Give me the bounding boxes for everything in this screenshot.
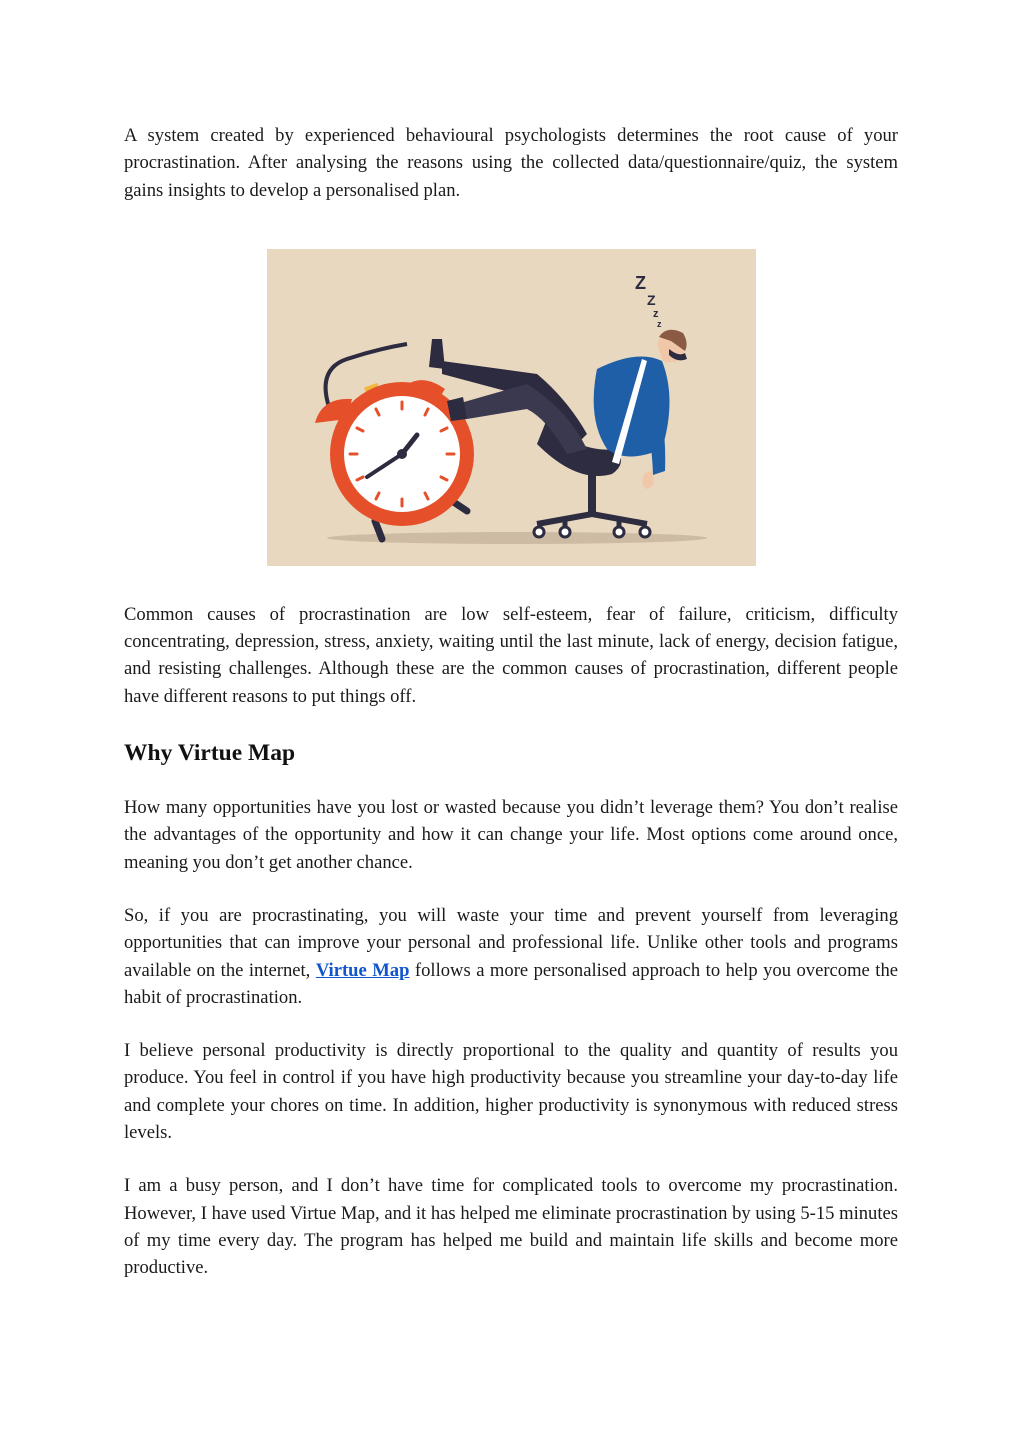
virtue-map-link[interactable]: Virtue Map [315, 959, 410, 981]
sleep-z-3: z [653, 307, 659, 320]
sleep-z-4: z [657, 318, 662, 329]
approach-text-after: follows a more personalised approach to help you overcome the habit of procrastination. [124, 959, 899, 1008]
paragraph-causes: Common causes of procrastination are low self-esteem, fear of failure, criticism, difficulty concentrating, depression, stress, anxiety, waiting until the last minute, lack of energy, decision fatigue, and resisting challenges. Although these are the common causes of procrastination, different people have different reasons to put things off. [124, 603, 898, 707]
section-heading: Why Virtue Map [124, 740, 296, 767]
paragraph-approach [124, 902, 898, 1011]
paragraph-intro: A system created by experienced behavioural psychologists determines the root cause of your procrastination. After analysing the reasons using the collected data/questionnaire/quiz, the system gains insights to develop a personalised plan. [124, 125, 898, 201]
approach-text-before: So, if you are procrastinating, you will waste your time and prevent yourself from leveraging opportunities that can improve your personal and professional life. Unlike other tools and programs available on the internet, [124, 904, 898, 981]
sleep-z-1: Z [635, 272, 646, 293]
procrastination-illustration [267, 249, 756, 566]
paragraph-opportunities: How many opportunities have you lost or wasted because you didn’t leverage them? You don’t realise the advantages of the opportunity and how it can change your life. Most options come around once, meaning you don’t get another chance. [124, 797, 898, 873]
sleep-z-2: Z [647, 291, 656, 308]
document-page [124, 122, 898, 1282]
paragraph-productivity: I believe personal productivity is directly proportional to the quality and quantity of results you produce. You feel in control if you have high productivity because you streamline your day-to-day life and complete your chores on time. In addition, higher productivity is synonymous with reduced stress levels. [124, 1040, 898, 1144]
paragraph-testimonial: I am a busy person, and I don’t have time for complicated tools to overcome my procrastination. However, I have used Virtue Map, and it has helped me eliminate procrastination by using 5-15 minutes of my time every day. The program has helped me build and maintain life skills and become more productive. [124, 1175, 898, 1279]
